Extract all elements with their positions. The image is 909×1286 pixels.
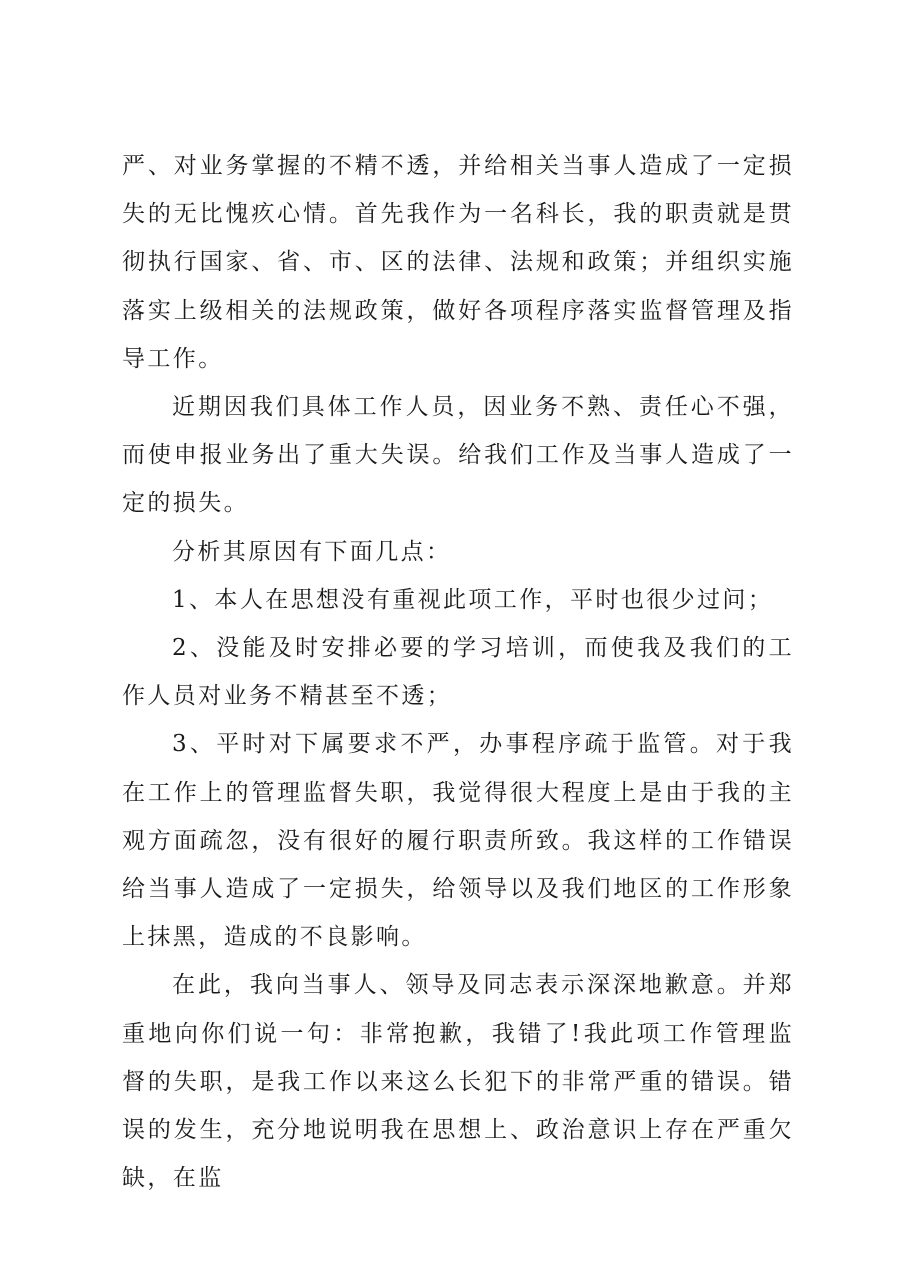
document-body — [122, 142, 794, 1202]
list-item: 1、本人在思想没有重视此项工作，平时也很少过问； — [172, 586, 774, 613]
paragraph: 分析其原因有下面几点： — [172, 538, 452, 565]
list-item: 3、平时对下属要求不严，办事程序疏于监管。对于我在工作上的管理监督失职，我觉得很大程度上是由于我的主观方面疏忽，没有很好的履行职责所致。我这样的工作错误给当事人造成了一定损失，给领导以及我们地区的工作形象上抹黑，造成的不良影响。 — [122, 731, 794, 951]
paragraph-continuation: 严、对业务掌握的不精不透，并给相关当事人造成了一定损失的无比愧疚心情。首先我作为一名科长，我的职责就是贯彻执行国家、省、市、区的法律、法规和政策；并组织实施落实上级相关的法规政策，做好各项程序落实监督管理及指导工作。 — [122, 153, 794, 372]
paragraph: 近期因我们具体工作人员，因业务不熟、责任心不强，而使申报业务出了重大失误。给我们工作及当事人造成了一定的损失。 — [122, 394, 794, 517]
list-item: 2、没能及时安排必要的学习培训，而使我及我们的工作人员对业务不精甚至不透； — [122, 635, 794, 710]
paragraph: 在此，我向当事人、领导及同志表示深深地歉意。并郑重地向你们说一句：非常抱歉，我错了!我此项工作管理监督的失职，是我工作以来这么长犯下的非常严重的错误。错误的发生，充分地说明我在思想上、政治意识上存在严重欠缺，在监 — [122, 972, 794, 1192]
